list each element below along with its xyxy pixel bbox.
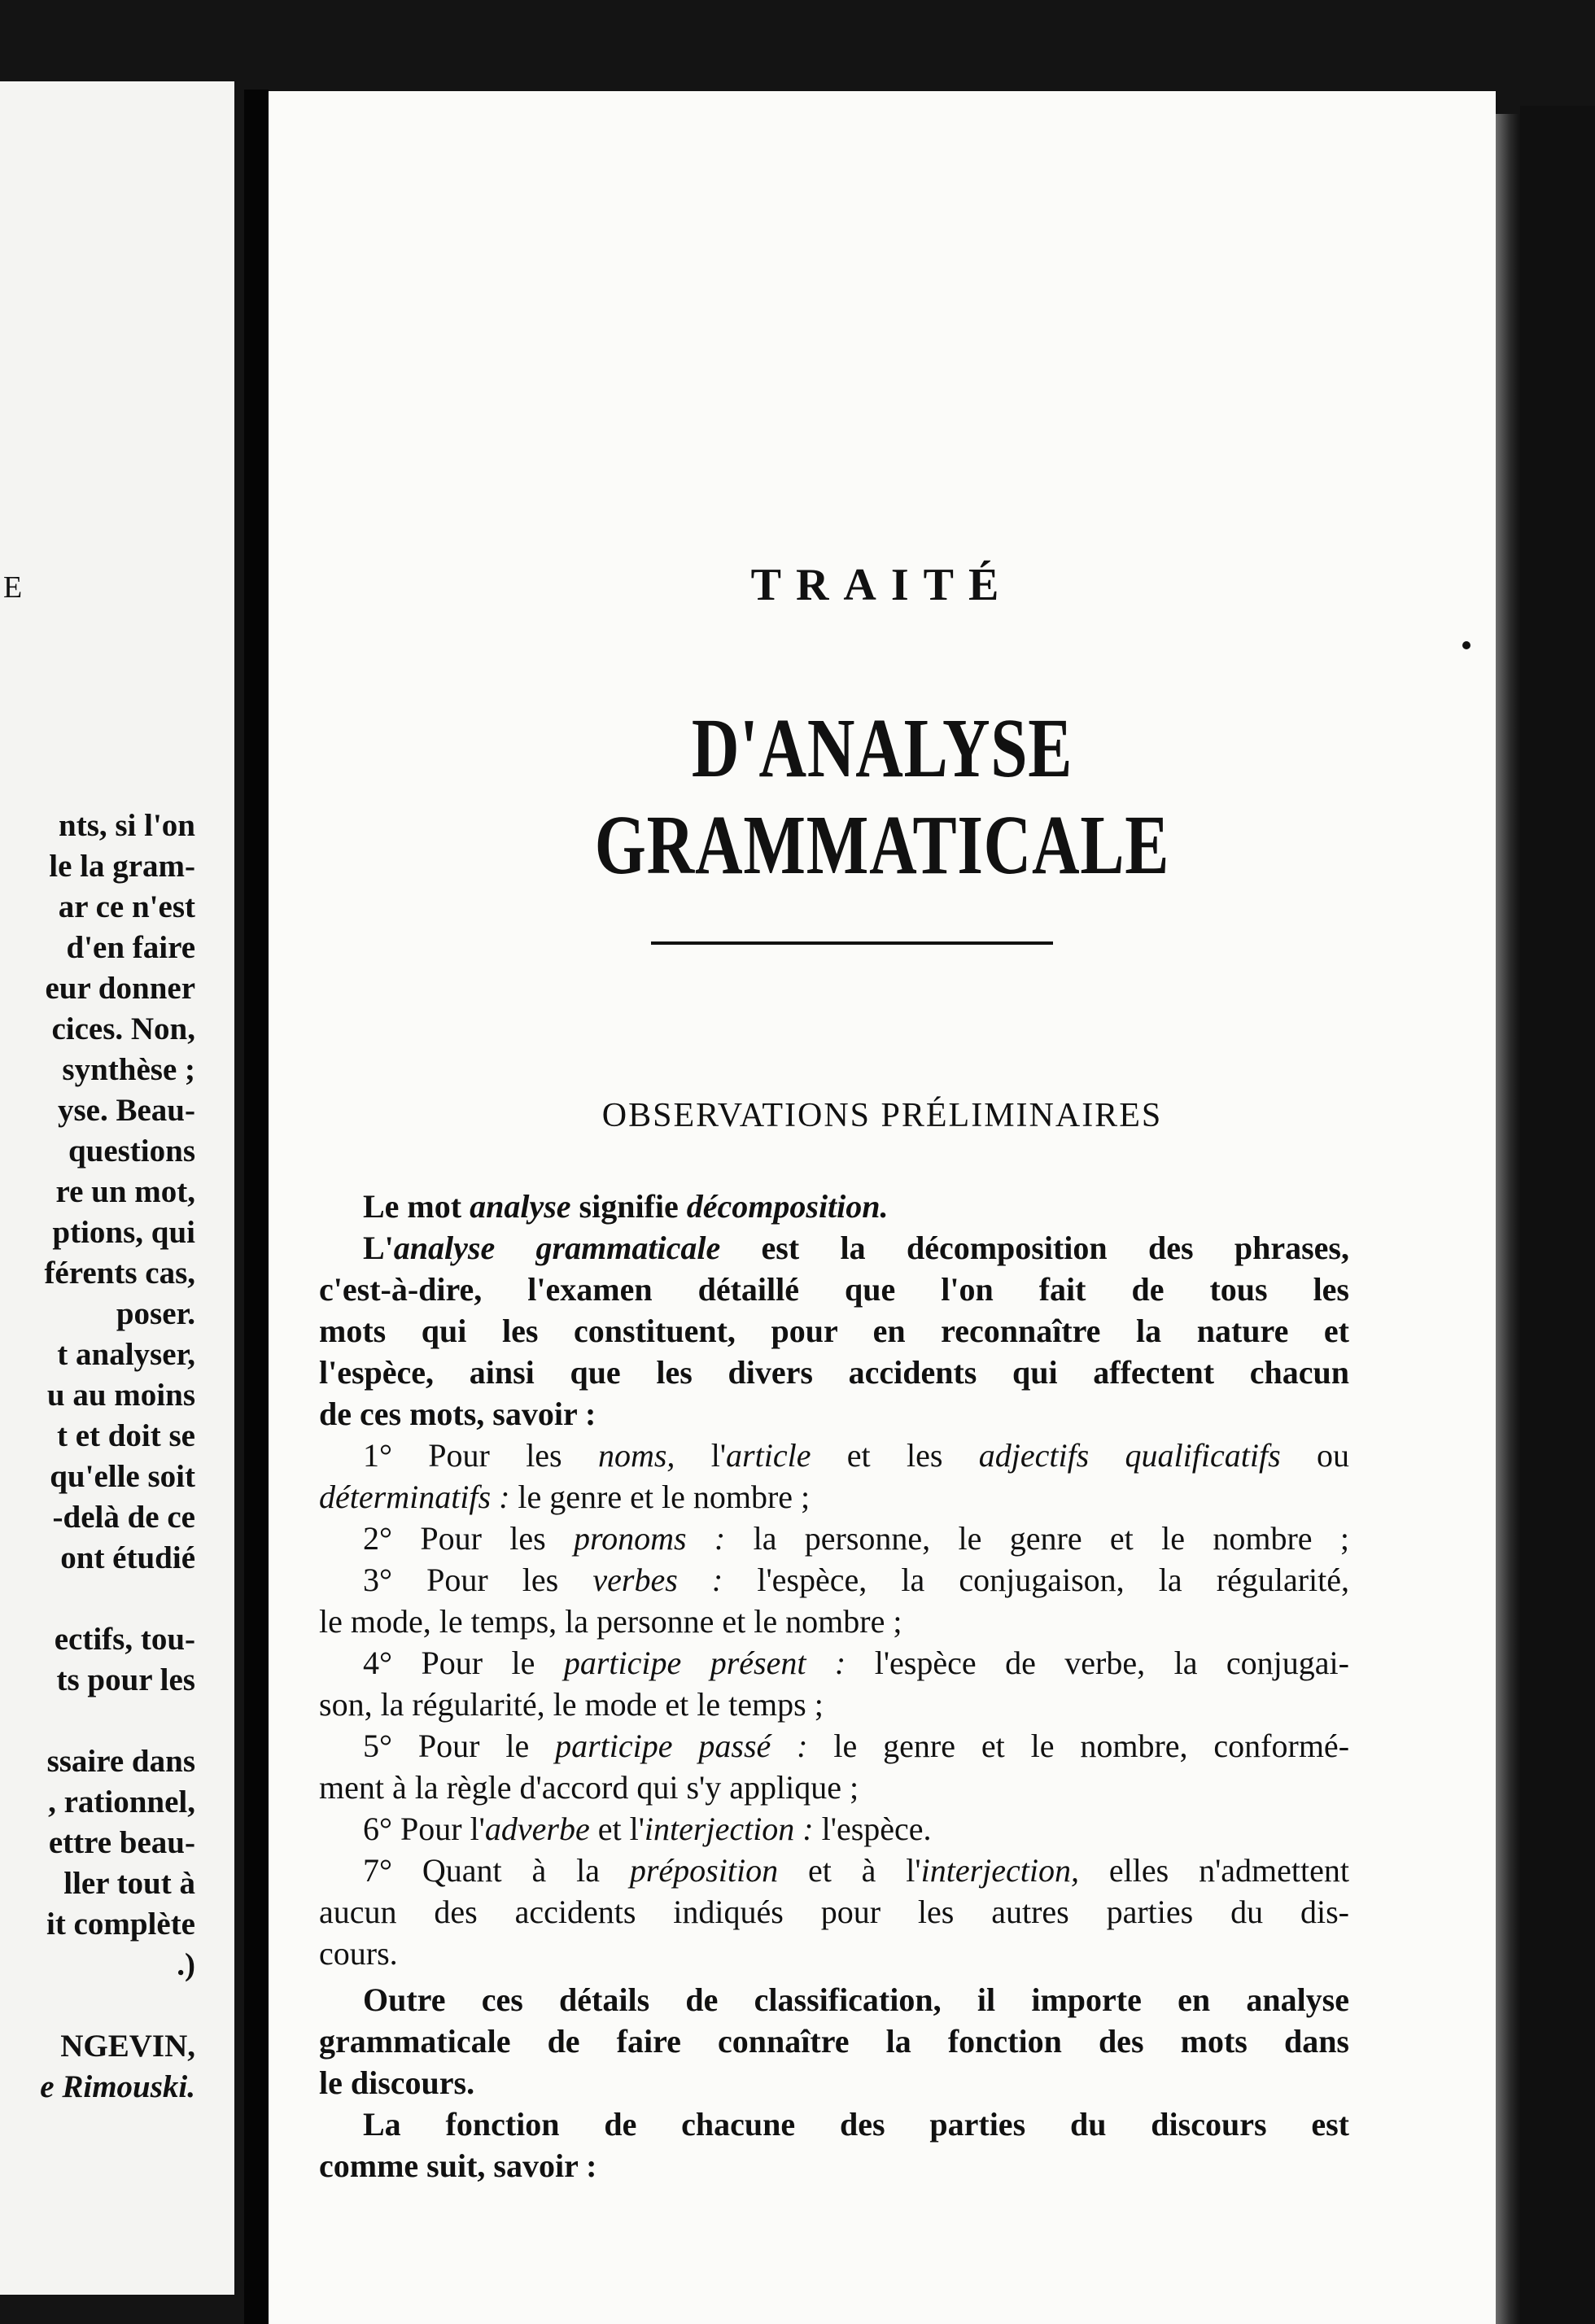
title-divider xyxy=(651,941,1053,945)
list-item-7-cont: cours. xyxy=(319,1935,398,1972)
paragraph-2-line: mots qui les constituent, pour en reconnaître la nature et xyxy=(319,1313,1349,1349)
previous-page-fragment xyxy=(0,81,234,2295)
main-page xyxy=(269,91,1496,2324)
paragraph-4-line: La fonction de chacune des parties du discours est xyxy=(363,2106,1349,2143)
paragraph-2-line: de ces mots, savoir : xyxy=(319,1396,596,1432)
left-page-line: synthèse ; xyxy=(62,1052,195,1087)
left-page-line: ar ce n'est xyxy=(58,889,195,924)
title-line-2: D'ANALYSE GRAMMATICALE xyxy=(594,701,1170,892)
left-page-line: ettre beau- xyxy=(48,1825,195,1860)
paragraph-2-line: L'analyse grammaticale est la décomposition des phrases, xyxy=(363,1230,1349,1266)
title-line-1: TRAITÉ xyxy=(750,560,1014,610)
left-page-line: ont étudié xyxy=(60,1540,195,1575)
left-page-line: d'en faire xyxy=(66,930,195,965)
scan-speck xyxy=(1462,641,1470,649)
list-item-2: 2° Pour les pronoms : la personne, le genre et le nombre ; xyxy=(363,1520,1349,1557)
paragraph-2-line: c'est-à-dire, l'examen détaillé que l'on fait de tous les xyxy=(319,1271,1349,1308)
left-page-line: cices. Non, xyxy=(51,1011,195,1046)
left-page-line: eur donner xyxy=(45,971,195,1006)
list-item-5-cont: ment à la règle d'accord qui s'y applique ; xyxy=(319,1769,859,1806)
left-page-line: qu'elle soit xyxy=(50,1459,195,1494)
left-page-fragment-letter: E xyxy=(3,570,23,605)
page-edge xyxy=(1496,114,1520,2324)
left-page-line: poser. xyxy=(116,1296,195,1331)
left-page-line: ptions, qui xyxy=(52,1215,195,1250)
left-page-line: e Rimouski. xyxy=(40,2069,195,2104)
paragraph-3-line: Outre ces détails de classification, il importe en analyse xyxy=(363,1981,1349,2018)
left-page-line: , rationnel, xyxy=(48,1784,195,1819)
list-item-4: 4° Pour le participe présent : l'espèce de verbe, la conjugai- xyxy=(363,1645,1349,1681)
paragraph-2-line: l'espèce, ainsi que les divers accidents qui affectent chacun xyxy=(319,1354,1349,1391)
left-page-line: ller tout à xyxy=(63,1866,195,1901)
list-item-4-cont: son, la régularité, le mode et le temps ; xyxy=(319,1686,824,1723)
left-page-line: u au moins xyxy=(46,1378,195,1413)
left-page-line: ectifs, tou- xyxy=(54,1622,195,1657)
left-page-line: t analyser, xyxy=(57,1337,195,1372)
left-page-line: le la gram- xyxy=(49,849,195,884)
body-text xyxy=(319,1186,1349,2186)
left-page-line: it complète xyxy=(46,1907,195,1942)
list-item-3: 3° Pour les verbes : l'espèce, la conjugaison, la régularité, xyxy=(363,1562,1350,1598)
list-item-7-cont: aucun des accidents indiqués pour les autres parties du dis- xyxy=(319,1894,1349,1930)
list-item-6: 6° Pour l'adverbe et l'interjection : l'espèce. xyxy=(363,1811,932,1847)
scan-border xyxy=(1520,106,1595,2324)
left-page-line: NGEVIN, xyxy=(60,2029,195,2064)
paragraph-4-line: comme suit, savoir : xyxy=(319,2147,597,2184)
left-page-line: -delà de ce xyxy=(52,1500,195,1535)
section-heading: OBSERVATIONS PRÉLIMINAIRES xyxy=(601,1097,1163,1134)
list-item-1-cont: déterminatifs : le genre et le nombre ; xyxy=(319,1479,811,1515)
list-item-7: 7° Quant à la préposition et à l'interjection, elles n'admettent xyxy=(363,1852,1349,1889)
left-page-line: questions xyxy=(68,1134,195,1169)
paragraph-3-line: grammaticale de faire connaître la fonction des mots dans xyxy=(319,2023,1349,2060)
left-page-line: re un mot, xyxy=(55,1174,195,1209)
left-page-line: ssaire dans xyxy=(46,1744,195,1779)
left-page-line: ts pour les xyxy=(56,1662,195,1697)
left-page-line: .) xyxy=(177,1947,195,1982)
left-page-line: férents cas, xyxy=(44,1256,195,1291)
page-gutter xyxy=(244,90,269,2324)
left-page-line: yse. Beau- xyxy=(58,1093,195,1128)
paragraph-1-line: Le mot analyse signifie décomposition. xyxy=(363,1188,889,1225)
left-page-line: t et doit se xyxy=(56,1418,195,1453)
list-item-3-cont: le mode, le temps, la personne et le nombre ; xyxy=(319,1603,902,1640)
left-page-line: nts, si l'on xyxy=(59,808,195,843)
list-item-1: 1° Pour les noms, l'article et les adjectifs qualificatifs ou xyxy=(363,1437,1350,1474)
paragraph-3-line: le discours. xyxy=(319,2064,475,2101)
list-item-5: 5° Pour le participe passé : le genre et le nombre, conformé- xyxy=(363,1728,1350,1764)
